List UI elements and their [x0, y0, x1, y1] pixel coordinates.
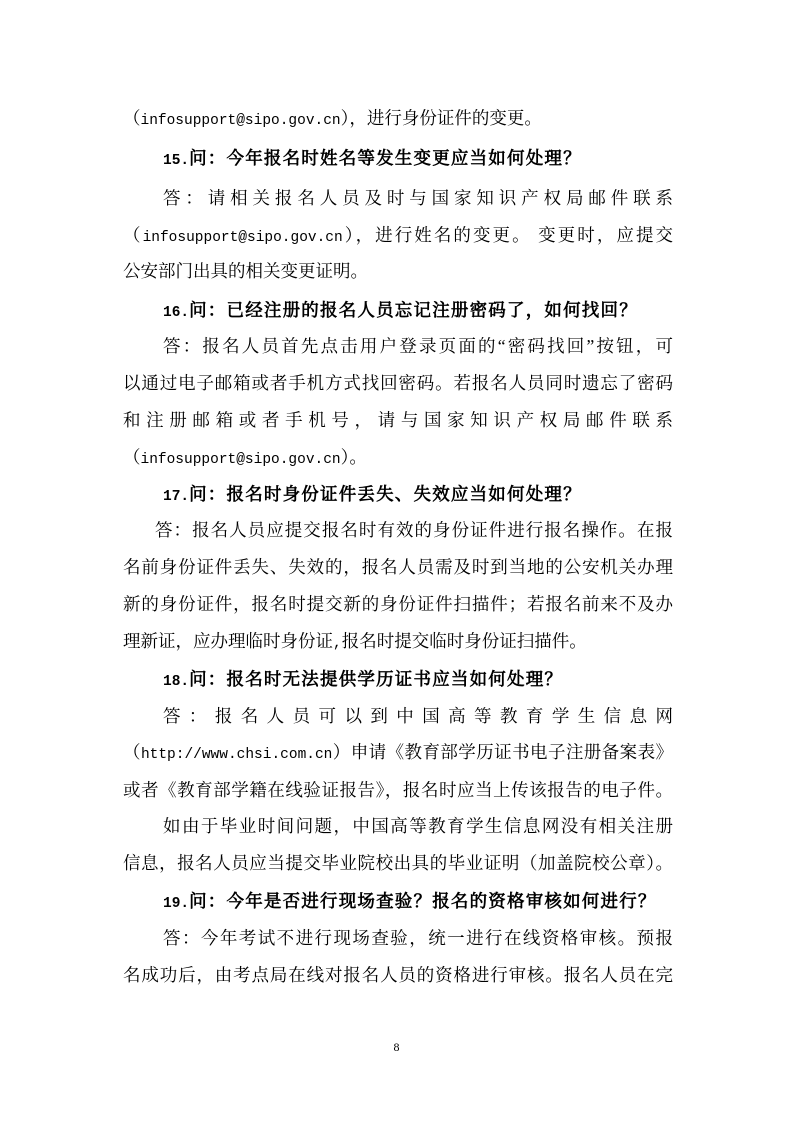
answer-line: 名前身份证件丢失、失效的，报名人员需及时到当地的公安机关办理 — [123, 557, 673, 577]
latin-run: 17. — [163, 489, 190, 505]
answer-line: 答：今年考试不进行现场查验，统一进行在线资格审核。预报 — [163, 928, 673, 948]
latin-run: infosupport@sipo.gov.cn — [140, 113, 341, 129]
answer-line: 或者《教育部学籍在线验证报告》，报名时应当上传该报告的电子件。 — [123, 780, 673, 800]
answer-line: 理新证，应办理临时身份证,报名时提交临时身份证扫描件。 — [123, 631, 587, 652]
question-heading: 16.问：已经注册的报名人员忘记注册密码了，如何找回？ — [163, 300, 638, 321]
question-heading: 17.问：报名时身份证件丢失、失效应当如何处理？ — [163, 484, 582, 505]
latin-run: infosupport@sipo.gov.cn — [142, 230, 343, 246]
answer-line: 信息，报名人员应当提交毕业院校出具的毕业证明（加盖院校公章）。 — [123, 853, 673, 873]
answer-line: 以通过电子邮箱或者手机方式找回密码。若报名人员同时遗忘了密码 — [123, 373, 673, 393]
question-heading: 15.问：今年报名时姓名等发生变更应当如何处理？ — [163, 148, 582, 169]
answer-line: 公安部门出具的相关变更证明。 — [123, 261, 368, 281]
answer-line: （infosupport@sipo.gov.cn）。 — [123, 447, 367, 468]
answer-line: 名成功后，由考点局在线对报名人员的资格进行审核。报名人员在完 — [123, 965, 673, 985]
answer-line: （infosupport@sipo.gov.cn），进行姓名的变更。 变更时，应提交 — [123, 225, 674, 246]
latin-run: 19. — [163, 896, 190, 912]
question-heading: 18.问：报名时无法提供学历证书应当如何处理？ — [163, 669, 564, 690]
question-heading: 19.问：今年是否进行现场查验？报名的资格审核如何进行？ — [163, 891, 657, 912]
latin-run: 18. — [163, 674, 190, 690]
latin-run: 15. — [163, 153, 190, 169]
answer-line: 如由于毕业时间问题，中国高等教育学生信息网没有相关注册 — [163, 816, 673, 836]
latin-run: , — [333, 636, 342, 652]
latin-run: infosupport@sipo.gov.cn — [140, 452, 341, 468]
latin-run: http://www.chsi.com.cn — [140, 747, 333, 763]
answer-line: 新的身份证件，报名时提交新的身份证件扫描件；若报名前来不及办 — [123, 594, 673, 614]
answer-line: 答：报名人员首先点击用户登录页面的“密码找回”按钮，可 — [163, 336, 673, 356]
answer-line: （http://www.chsi.com.cn）申请《教育部学历证书电子注册备案表》 — [123, 742, 674, 763]
body-line: （infosupport@sipo.gov.cn），进行身份证件的变更。 — [123, 108, 542, 129]
answer-line: 和注册邮箱或者手机号，请与国家知识产权局邮件联系 — [123, 410, 673, 430]
answer-line: 答：报名人员可以到中国高等教育学生信息网 — [163, 706, 673, 726]
page-number: 8 — [393, 1040, 400, 1054]
latin-run: 16. — [163, 305, 190, 321]
answer-line: 答：请相关报名人员及时与国家知识产权局邮件联系 — [163, 188, 673, 208]
answer-line: 答：报名人员应提交报名时有效的身份证件进行报名操作。在报 — [155, 520, 673, 540]
